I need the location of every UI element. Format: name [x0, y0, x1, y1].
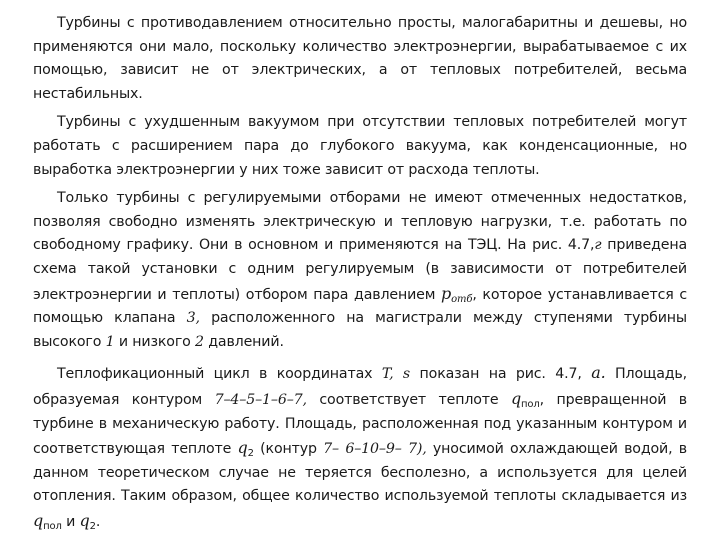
text: Только турбины с регулируемыми отборами не имеют отмеченных недостатков, позволяя свободно изменять электрическую и тепловую нагрузки, т.е. работать по свободному графику. Они в основном и применяются на ТЭЦ. На рис. 4.7, [33, 190, 687, 254]
text: расположенного на магистрали между ступенями турбины высокого [33, 310, 687, 350]
text: , превращенной в турбине в механическую работу. Площадь, расположенная под указанным контуром и соответствующая теплоте [33, 391, 687, 458]
text: и низкого [114, 333, 196, 350]
stage-number-2: 2 [195, 333, 204, 350]
subscript-2: 2 [89, 520, 96, 532]
figure-ref-a: а. [591, 363, 606, 383]
valve-number: 3, [186, 310, 200, 327]
text: давлений. [203, 333, 284, 350]
text: Турбины с ухудшенным вакуумом при отсутствии тепловых потребителей могут работать с расширением пара до глубокого вакуума, как конденсационные, но выработка электроэнергии у них тоже зависит от расхода теплоты. [33, 114, 687, 178]
text: соответствует теплоте [306, 391, 511, 408]
symbol-q2: q [79, 510, 90, 530]
text: . [95, 513, 101, 530]
subscript-pol: пол [521, 398, 540, 410]
symbol-q-pol: q [33, 510, 44, 530]
subscript-pol: пол [43, 520, 62, 532]
text: , которое устанавливается с помощью клапана [33, 286, 688, 327]
contour-2: 7– 6–10–9– 7), [323, 441, 427, 458]
coordinates-ts: T, s [381, 366, 411, 383]
text: уносимой охлаждающей водой, в данном теоретическом случае не теряется бесполезно, а используется для целей отопления. Таким образом, общее количество используемой теплоты складывается из [33, 441, 687, 505]
text: приведена схема такой установки с одним регулируемым (в зависимости от потребителей электроэнергии и теплоты) отбором пара давлением [33, 237, 687, 303]
stage-number-1: 1 [105, 333, 115, 350]
symbol-p: p [441, 283, 452, 303]
paragraph-controlled-extraction-turbines [33, 187, 687, 354]
text: Площадь, образуемая контуром [33, 366, 687, 408]
symbol-q-pol: q [510, 388, 522, 408]
contour-1: 7–4–5–1–6–7, [214, 391, 307, 408]
text: показан на рис. 4.7, [410, 366, 592, 383]
paragraph-worsened-vacuum-turbines [33, 111, 687, 182]
paragraph-cogeneration-cycle [33, 361, 687, 534]
text: и [61, 513, 80, 530]
text: Теплофикационный цикл в координатах [57, 366, 382, 383]
symbol-q2: q [237, 438, 248, 458]
paragraph-backpressure-turbines [33, 12, 687, 106]
figure-ref-g: г [594, 237, 602, 254]
subscript-2: 2 [247, 448, 254, 460]
text: Турбины с противодавлением относительно просты, малогабаритны и дешевы, но применяются они мало, поскольку количество электроэнергии, вырабатываемое с их помощью, зависит не от электрических, а от тепловых потребителей, весьма нестабильных. [33, 15, 687, 102]
document-page [33, 12, 687, 539]
text: (контур [253, 441, 324, 458]
subscript-otb: отб [451, 293, 473, 305]
